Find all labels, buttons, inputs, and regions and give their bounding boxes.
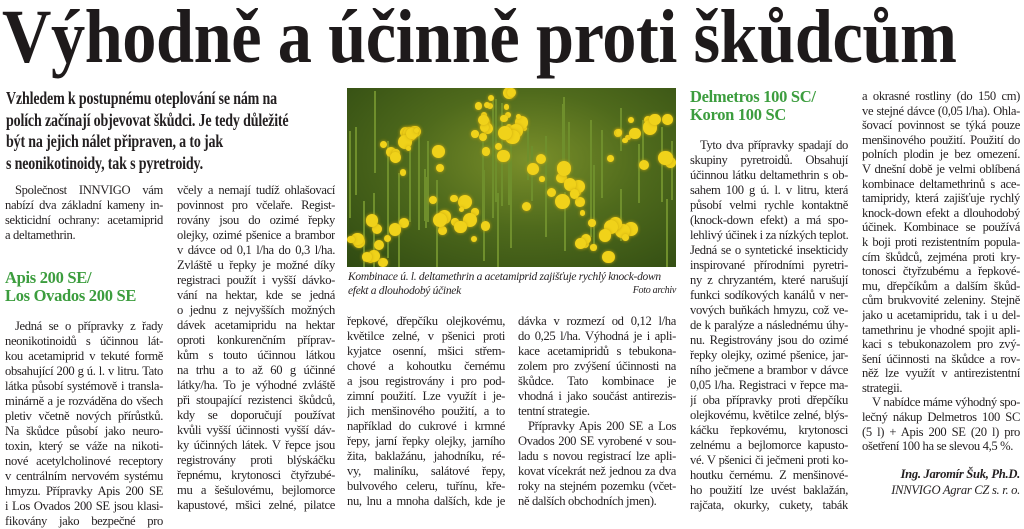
text-line: tonosci čtyřzubému a řepkové- [862,264,1020,279]
column-1 [5,183,163,529]
text-line: polních plodin je bez omezení. [862,147,1020,162]
text-line: Přípravky Apis 200 SE a Los [528,419,676,433]
yellow-flower [639,160,649,170]
yellow-flower [588,219,596,227]
yellow-flower [575,197,585,207]
plant-stem [638,144,640,203]
text-line: žita, baklažánu, jahodníku, ré- [347,449,505,463]
yellow-flower [484,102,490,108]
text-line: zolem pro zvýšení účinnosti na [518,359,676,373]
yellow-flower [662,114,673,125]
yellow-flower [555,194,570,209]
text-line: řepky olejky, ozimé pšenice, jar- [690,348,848,362]
yellow-flower [450,195,457,202]
yellow-flower [575,238,586,249]
text-line: kvůli vyšší účinnosti vyšší dáv- [177,423,335,437]
yellow-flower [516,114,521,119]
yellow-flower [658,151,673,166]
text-line: účinnou látku deltamethrin s ob- [690,168,848,182]
yellow-flower [488,95,494,101]
text-line: ny z chryzantém, které narušují [690,273,848,287]
text-line: cům brukvovité zeleniny. Stejně [862,293,1020,308]
yellow-flower [478,115,489,126]
yellow-flower [504,104,509,109]
text-line: v dávce od 0,1 l/ha do 0,3 l/ha. [177,243,335,257]
plant-stem [601,130,603,198]
paragraph [347,314,505,509]
plant-stem [427,141,429,222]
text-line: obsahující 200 g ú. l. v litru. Tato [5,364,163,378]
text-line: ladu s novou registrací lze apli- [518,449,676,463]
yellow-flower [471,236,477,242]
yellow-flower [454,221,466,233]
text-line: a deltamethrin. [5,228,76,242]
paragraph [5,183,163,243]
yellow-flower [366,214,378,226]
yellow-flower [433,213,447,227]
text-line: Jedná se o syntetické insekticidy [690,243,848,257]
plant-stem [666,199,668,267]
paragraph [518,419,676,509]
yellow-flower [400,169,406,175]
paragraph [690,138,848,513]
text-line: řepkové, dřepčíku olejkovému, [347,314,505,328]
yellow-flower [362,252,372,262]
lead-line: s neonikotinoidy, tak s pyretroidy. [6,152,203,173]
text-line: tamipridy, která zajišťuje rychlý [862,191,1020,206]
yellow-flower [459,207,464,212]
text-line: roky na stejném pozemku (včet- [518,479,676,493]
yellow-flower [374,240,384,250]
lead-line: polích začínají objevovat škůdci. Je tedy důležité [6,109,289,130]
text-line: hmyzu. Přípravky Apis 200 SE [5,484,163,498]
text-line: látka působí systémově i transla- [5,379,163,393]
text-line: Na škůdce působí jako neuro- [5,424,163,438]
text-line: (5 l) + Apis 200 SE (20 l) pro [862,424,1020,439]
text-line: a okrasné rostliny (do 150 cm) [862,89,1020,103]
text-line: vé. V pšenici či ječmeni proti ko- [690,453,848,467]
text-line: účinek. Kombinace se používá [862,220,1020,235]
text-line: na trhu a to až 60 g účinné [177,363,335,377]
text-line: o jednu z nejvyšších možných [177,303,335,317]
text-line: něž lze využít v antirezistentní [862,366,1020,381]
yellow-flower [384,235,392,243]
text-line: jako u acetamipridu, tak i u del- [862,307,1020,322]
text-line: kou acetamiprid v tekuté formě [5,349,163,363]
text-line: Ovados 200 SE vyrobené v sou- [518,434,676,448]
text-line: škůdce. Tato kombinace je [518,374,676,388]
text-line: houtku černému. Z menšinové- [690,468,848,482]
plant-stem [492,99,494,218]
text-line: dávek acetamipridu na hektar [177,318,335,332]
yellow-flower [580,210,586,216]
yellow-flower [438,226,447,235]
text-line: vových buňkách hmyzu, což ve- [690,303,848,317]
yellow-flower [389,223,402,236]
text-line: tamethrinu je vhodné spojit apli- [862,322,1020,337]
plant-stem [355,127,357,196]
yellow-flower [629,128,640,139]
text-line: kyjatce osenní, mšici střem- [347,344,505,358]
paragraph [5,319,163,529]
text-line: ho použití lze uvést baklažán, [690,483,848,497]
yellow-flower [495,143,502,150]
yellow-flower [482,147,491,156]
text-line: kapustové, mšici zelné, pilatce [177,498,335,512]
text-line: funkci sodíkových kanálů v ner- [690,288,848,302]
yellow-flower [607,155,614,162]
plant-stem [495,99,497,143]
yellow-flower [649,114,661,126]
heading-line: Koron 100 SC [690,105,787,124]
text-line: v centrálním nervovém systému [5,469,163,483]
text-line: kaci s tebukonazolem pro zvý- [862,337,1020,352]
text-line: kdy se doporučují používat [177,408,335,422]
text-line: povinnost pro včelaře. Regist- [177,198,335,212]
text-line: dávka v rozmezí od 0,12 l/ha [518,314,676,328]
caption-text: Kombinace ú. l. deltamethrin a acetamiprid zajišťuje rychlý knock-down efekt a dlouhodobý účinek [348,271,661,297]
text-line: rovány jsou do ozimé řepky [177,213,335,227]
yellow-flower [471,130,478,137]
text-line: nové acetylcholinové receptory [5,454,163,468]
article-title: Výhodně a účinně proti škůdcům [2,0,957,79]
author-company: INNVIGO Agrar CZ s. r. o. [891,483,1020,497]
yellow-flower [479,133,487,141]
text-line: do 0,25 l/ha. Výhodná je i apli- [518,329,676,343]
yellow-flower [481,221,490,230]
author-name: Ing. Jaromír Šuk, Ph.D. [900,467,1020,481]
yellow-flower [557,161,572,176]
plant-stem [510,141,512,248]
lead-line: být na jejich nálet připraven, a to jak [6,131,223,151]
yellow-flower [547,188,556,197]
column-4 [518,314,676,509]
text-line: sekticidní ochrany: acetamiprid [5,213,163,227]
yellow-flower [507,88,516,97]
text-line: registrovány proti blýskáčku [177,453,335,467]
text-line: květilce zelné, v pšenici proti [347,329,505,343]
heading-line: Delmetros 100 SC/ [690,87,816,106]
yellow-flower [500,115,507,122]
yellow-flower [378,258,388,267]
text-line: řepy, jarní řepky olejky, jarního [347,434,505,448]
column-5 [690,88,848,513]
yellow-flower [475,102,482,109]
photo-caption [348,270,676,298]
text-line: ky účinných látek. V řepce jsou [177,438,335,452]
plant-stem [671,141,673,200]
text-line: zimní použití. Lze využít i je- [347,389,505,403]
text-line: chové a kohoutku černému [347,359,505,373]
photo-credit: Foto archiv [632,285,676,296]
column-3 [347,314,505,509]
text-line: bulvového celeru, tuřínu, kře- [347,479,505,493]
text-line: nu, lnu a mnoha dalších, kde je [347,494,505,508]
text-line: k boji proti rezistentním popula- [862,234,1020,249]
plant-stem [562,104,564,162]
text-line: například do cukrové i krmné [347,419,505,433]
lead-line: Vzhledem k postupnému oteplování se nám na [6,88,277,108]
column-6 [862,89,1020,454]
yellow-flower [616,129,622,135]
text-line: látky/ha. To je výhodné zvláště [177,378,335,392]
plant-stem [418,135,420,230]
text-line: kace acetamipridů s tebukona- [518,344,676,358]
text-line: vy, maliníku, salátové řepy, [347,464,505,478]
text-line: při stoupající rezistenci škůdců, [177,393,335,407]
text-line: knock-down efekt a dlouhodobý [862,205,1020,220]
author-signature [862,466,1020,498]
text-line: lečný nákup Delmetros 100 SC [862,410,1020,425]
text-line: olejky, ozimé pšenice a brambor [177,228,335,242]
plant-stem [483,170,485,262]
text-line: včely a nemají tudíž ohlašovací [177,183,335,197]
yellow-flower [628,117,634,123]
section-heading [5,269,163,305]
text-line: lehlivý účinek i za nízkých teplot. [690,228,848,242]
plant-stem [497,193,499,267]
text-line: de k paralýze a následnému úhy- [690,318,848,332]
text-line: jich menšinového použití, a to [347,404,505,418]
text-line: ního ječmene a brambor v dávce [690,363,848,377]
text-line: mu, dřepčíkům a dalším škůd- [862,278,1020,293]
text-line: vání na hektar, kde se jedná [177,288,335,302]
text-line: kovat vícekrát než jednou za dva [518,464,676,478]
column-2 [177,183,335,513]
plant-stem [425,177,427,228]
plant-stem [409,138,411,222]
text-line: sahem 100 g ú. l. v litru, která [690,183,848,197]
text-line: působí velmi rychle kontaktně [690,198,848,212]
text-line: menšinového použití. Použití do [862,132,1020,147]
text-line: skupiny pyretroidů. Obsahují [690,153,848,167]
text-line: (knock-down efekt) a má spo- [690,213,848,227]
paragraph [518,314,676,419]
text-line: inspirované přírodními pyretri- [690,258,848,272]
text-line: Jedná se o přípravky z řady [15,319,163,333]
plant-stem [374,91,376,174]
yellow-flower [570,189,579,198]
text-line: fikovány jako bezpečné pro [5,514,163,528]
text-line: šení účinnosti na škůdce a rov- [862,351,1020,366]
text-line: neonikotinoidů s účinnou lát- [5,334,163,348]
text-line: pletiv včetně nových přírůstků. [5,409,163,423]
yellow-flower [347,236,355,244]
text-line: káčku řepkovému, krytonosci [690,423,848,437]
paragraph [862,89,1020,395]
text-line: kombinace deltamethrinů s ace- [862,176,1020,191]
text-line: cím škůdců, zejména proti kry- [862,249,1020,264]
text-line: olejkovému, květilce zelné, blýs- [690,408,848,422]
text-line: oproti konkurenčním příprav- [177,333,335,347]
yellow-flower [432,145,445,158]
paragraph [862,395,1020,453]
text-line: kům s touto účinnou látkou [177,348,335,362]
lead-paragraph [6,88,342,174]
text-line: i Los Ovados 200 SE jsou klasi- [5,499,163,513]
yellow-flower [602,251,614,263]
plant-stem [545,136,547,237]
text-line: ve stejné dávce (0,05 l/ha). Ohla- [862,103,1020,118]
text-line: jí oba přípravky proti dřepčíku [690,393,848,407]
text-line: Zvláště u řepky je možné díky [177,258,335,272]
yellow-flower [599,229,611,241]
text-line: ošetření 100 ha se slevou 4,5 %. [862,439,1014,454]
yellow-flower [590,244,596,250]
text-line: Společnost INNVIGO vám [15,183,163,197]
text-line: nu. Registrovány jsou do ozimé [690,333,848,347]
yellow-flower [522,202,531,211]
text-line: vhodná i jako součást antirezis- [518,389,676,403]
section-heading [690,88,848,124]
text-line: ně dalších obchodních jmen). [518,494,657,508]
text-line: minárně a je rozváděna do všech [5,394,163,408]
yellow-flower [622,138,628,144]
plant-stem [593,165,595,249]
rapeseed-photo [347,88,676,267]
text-line: 0,05 l/ha. Registraci v řepce ma- [690,378,848,392]
text-line: řepnému, krytonosci čtyřzubé- [177,468,335,482]
text-line: tentní strategie. [518,404,590,418]
text-line: zelnému a bejlomorce kapusto- [690,438,848,452]
paragraph [177,183,335,513]
plant-stem [349,131,351,218]
yellow-flower [436,164,444,172]
yellow-flower [622,234,629,241]
text-line: toxin, který se váže na nikoti- [5,439,163,453]
heading-line: Los Ovados 200 SE [5,286,137,305]
text-line: Tyto dva přípravky spadají do [700,138,848,152]
yellow-flower [497,150,509,162]
text-line: V dnešní době je velmi oblíbená [862,161,1020,176]
yellow-flower [390,152,401,163]
text-line: šovací povinnost se týká pouze [862,118,1020,133]
text-line: mu a šešulovému, bejlomorce [177,483,335,497]
text-line: a jsou registrovány i pro pod- [347,374,505,388]
yellow-flower [539,176,545,182]
text-line: nabízí dva základní kameny in- [5,198,163,212]
text-line: V nabídce máme výhodný spo- [872,395,1020,410]
text-line: registraci použít i vyšší dávko- [177,273,335,287]
text-line: strategii. [862,380,903,395]
text-line: rajčata, okurky, cukety, tabák [690,498,848,512]
yellow-flower [527,163,539,175]
heading-line: Apis 200 SE/ [5,268,92,287]
